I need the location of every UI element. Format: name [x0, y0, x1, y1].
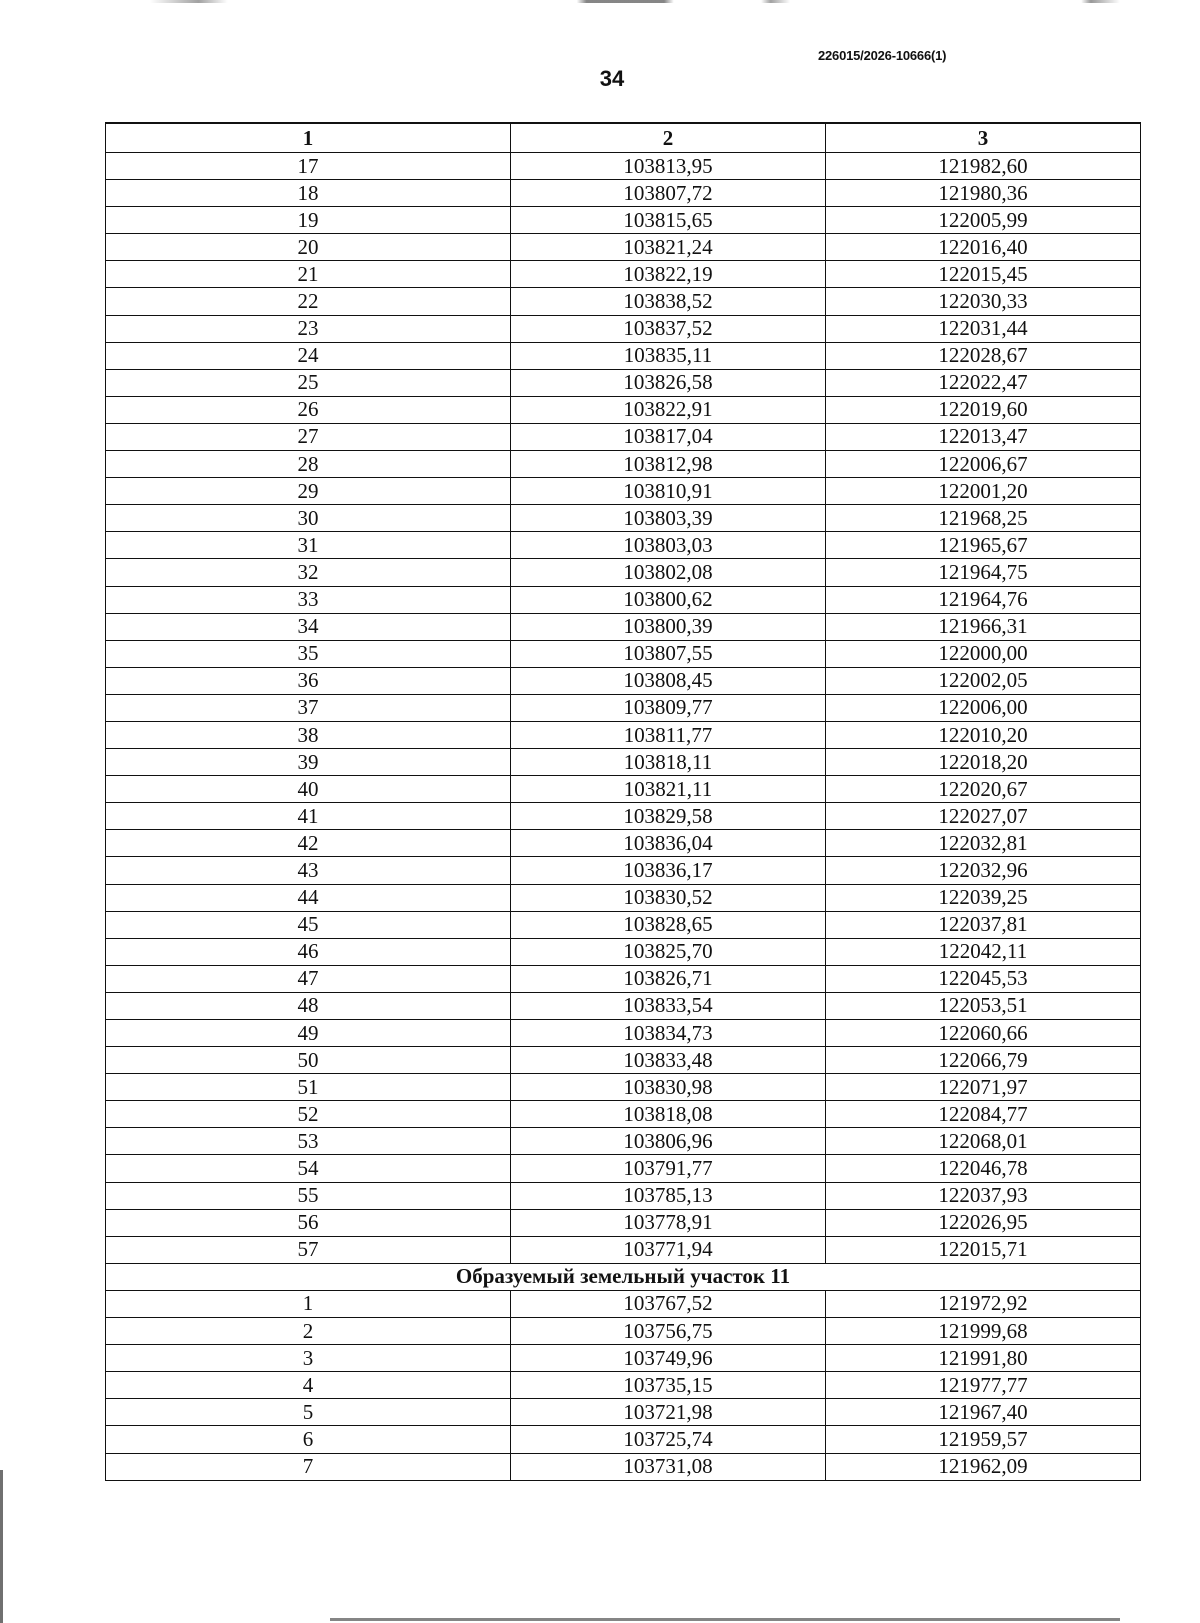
cell-coordinate-x: 103822,91 — [511, 396, 826, 423]
cell-point-number: 57 — [106, 1236, 511, 1263]
cell-coordinate-x: 103828,65 — [511, 911, 826, 938]
table-row — [106, 315, 1141, 342]
cell-point-number: 55 — [106, 1182, 511, 1209]
cell-coordinate-y: 122039,25 — [826, 884, 1141, 911]
cell-coordinate-x: 103725,74 — [511, 1426, 826, 1453]
cell-coordinate-x: 103802,08 — [511, 559, 826, 586]
table-row — [106, 938, 1141, 965]
cell-coordinate-x: 103833,54 — [511, 992, 826, 1019]
cell-point-number: 35 — [106, 640, 511, 667]
cell-coordinate-y: 122031,44 — [826, 315, 1141, 342]
table-row — [106, 1155, 1141, 1182]
page-number: 34 — [599, 66, 625, 91]
table-row — [106, 423, 1141, 450]
column-header-x: 2 — [511, 123, 826, 153]
cell-coordinate-y: 122032,96 — [826, 857, 1141, 884]
scan-artifact-bottom — [330, 1618, 1120, 1621]
cell-coordinate-x: 103767,52 — [511, 1290, 826, 1317]
cell-coordinate-y: 121968,25 — [826, 505, 1141, 532]
cell-coordinate-y: 122020,67 — [826, 776, 1141, 803]
table-row — [106, 478, 1141, 505]
cell-coordinate-x: 103821,24 — [511, 234, 826, 261]
table-row — [106, 1047, 1141, 1074]
cell-coordinate-x: 103838,52 — [511, 288, 826, 315]
cell-coordinate-x: 103821,11 — [511, 776, 826, 803]
cell-point-number: 3 — [106, 1345, 511, 1372]
cell-coordinate-y: 122030,33 — [826, 288, 1141, 315]
table-row — [106, 857, 1141, 884]
cell-coordinate-x: 103829,58 — [511, 803, 826, 830]
table-row — [106, 803, 1141, 830]
cell-coordinate-y: 122028,67 — [826, 342, 1141, 369]
cell-point-number: 41 — [106, 803, 511, 830]
cell-point-number: 50 — [106, 1047, 511, 1074]
cell-coordinate-y: 122046,78 — [826, 1155, 1141, 1182]
cell-coordinate-y: 121977,77 — [826, 1372, 1141, 1399]
table-row — [106, 1399, 1141, 1426]
cell-coordinate-x: 103834,73 — [511, 1020, 826, 1047]
cell-point-number: 51 — [106, 1074, 511, 1101]
cell-coordinate-y: 122015,71 — [826, 1236, 1141, 1263]
cell-coordinate-y: 122032,81 — [826, 830, 1141, 857]
table-row — [106, 451, 1141, 478]
cell-coordinate-y: 122045,53 — [826, 965, 1141, 992]
cell-coordinate-x: 103721,98 — [511, 1399, 826, 1426]
cell-coordinate-y: 121964,76 — [826, 586, 1141, 613]
section-title: Образуемый земельный участок 11 — [106, 1263, 1141, 1290]
table-row — [106, 1236, 1141, 1263]
cell-coordinate-y: 122053,51 — [826, 992, 1141, 1019]
table-row — [106, 613, 1141, 640]
cell-point-number: 25 — [106, 369, 511, 396]
cell-point-number: 30 — [106, 505, 511, 532]
table-row — [106, 153, 1141, 180]
cell-coordinate-x: 103818,11 — [511, 749, 826, 776]
table-row — [106, 559, 1141, 586]
table-row — [106, 234, 1141, 261]
cell-coordinate-y: 122016,40 — [826, 234, 1141, 261]
table-row — [106, 1426, 1141, 1453]
cell-point-number: 7 — [106, 1453, 511, 1480]
cell-point-number: 38 — [106, 721, 511, 748]
cell-coordinate-x: 103822,19 — [511, 261, 826, 288]
cell-coordinate-y: 122027,07 — [826, 803, 1141, 830]
cell-coordinate-y: 122022,47 — [826, 369, 1141, 396]
cell-coordinate-x: 103826,58 — [511, 369, 826, 396]
cell-coordinate-x: 103833,48 — [511, 1047, 826, 1074]
cell-coordinate-x: 103811,77 — [511, 721, 826, 748]
cell-coordinate-y: 121972,92 — [826, 1290, 1141, 1317]
table-row — [106, 261, 1141, 288]
table-row — [106, 180, 1141, 207]
cell-point-number: 46 — [106, 938, 511, 965]
cell-point-number: 39 — [106, 749, 511, 776]
cell-point-number: 4 — [106, 1372, 511, 1399]
cell-coordinate-y: 122019,60 — [826, 396, 1141, 423]
cell-point-number: 42 — [106, 830, 511, 857]
table-body-part2 — [106, 1290, 1141, 1480]
cell-coordinate-x: 103826,71 — [511, 965, 826, 992]
table-row — [106, 1318, 1141, 1345]
table-header — [106, 123, 1141, 153]
column-header-point: 1 — [106, 123, 511, 153]
column-header-y: 3 — [826, 123, 1141, 153]
section-row — [106, 1263, 1141, 1290]
cell-coordinate-y: 122001,20 — [826, 478, 1141, 505]
cell-point-number: 56 — [106, 1209, 511, 1236]
table-row — [106, 884, 1141, 911]
table-row — [106, 1101, 1141, 1128]
table-row — [106, 776, 1141, 803]
cell-point-number: 54 — [106, 1155, 511, 1182]
cell-coordinate-x: 103771,94 — [511, 1236, 826, 1263]
cell-coordinate-x: 103835,11 — [511, 342, 826, 369]
cell-coordinate-x: 103806,96 — [511, 1128, 826, 1155]
cell-coordinate-y: 122006,67 — [826, 451, 1141, 478]
cell-coordinate-x: 103830,52 — [511, 884, 826, 911]
cell-coordinate-y: 122015,45 — [826, 261, 1141, 288]
cell-point-number: 31 — [106, 532, 511, 559]
cell-coordinate-x: 103785,13 — [511, 1182, 826, 1209]
table-row — [106, 1074, 1141, 1101]
table-row — [106, 830, 1141, 857]
cell-point-number: 5 — [106, 1399, 511, 1426]
cell-point-number: 34 — [106, 613, 511, 640]
cell-coordinate-y: 121966,31 — [826, 613, 1141, 640]
cell-point-number: 1 — [106, 1290, 511, 1317]
cell-coordinate-y: 122000,00 — [826, 640, 1141, 667]
cell-coordinate-x: 103803,03 — [511, 532, 826, 559]
table-row — [106, 911, 1141, 938]
cell-coordinate-y: 121980,36 — [826, 180, 1141, 207]
cell-point-number: 40 — [106, 776, 511, 803]
cell-coordinate-x: 103749,96 — [511, 1345, 826, 1372]
cell-point-number: 24 — [106, 342, 511, 369]
table-row — [106, 694, 1141, 721]
table-row — [106, 1345, 1141, 1372]
table-row — [106, 992, 1141, 1019]
cell-coordinate-x: 103836,17 — [511, 857, 826, 884]
cell-point-number: 21 — [106, 261, 511, 288]
cell-coordinate-x: 103756,75 — [511, 1318, 826, 1345]
cell-point-number: 27 — [106, 423, 511, 450]
cell-point-number: 44 — [106, 884, 511, 911]
cell-coordinate-y: 121964,75 — [826, 559, 1141, 586]
cell-coordinate-y: 122026,95 — [826, 1209, 1141, 1236]
cell-coordinate-x: 103808,45 — [511, 667, 826, 694]
cell-coordinate-y: 121999,68 — [826, 1318, 1141, 1345]
cell-coordinate-x: 103809,77 — [511, 694, 826, 721]
cell-coordinate-x: 103836,04 — [511, 830, 826, 857]
cell-coordinate-y: 121962,09 — [826, 1453, 1141, 1480]
cell-coordinate-x: 103791,77 — [511, 1155, 826, 1182]
cell-point-number: 20 — [106, 234, 511, 261]
cell-point-number: 33 — [106, 586, 511, 613]
cell-coordinate-y: 122068,01 — [826, 1128, 1141, 1155]
table-row — [106, 1372, 1141, 1399]
cell-coordinate-y: 121982,60 — [826, 153, 1141, 180]
table-row — [106, 1290, 1141, 1317]
document-reference-number: 226015/2026-10666(1) — [818, 48, 947, 63]
table-row — [106, 396, 1141, 423]
cell-coordinate-y: 122010,20 — [826, 721, 1141, 748]
cell-point-number: 22 — [106, 288, 511, 315]
cell-point-number: 52 — [106, 1101, 511, 1128]
table-row — [106, 1209, 1141, 1236]
cell-point-number: 2 — [106, 1318, 511, 1345]
table-row — [106, 721, 1141, 748]
cell-coordinate-x: 103818,08 — [511, 1101, 826, 1128]
cell-coordinate-y: 122060,66 — [826, 1020, 1141, 1047]
cell-point-number: 53 — [106, 1128, 511, 1155]
cell-coordinate-x: 103815,65 — [511, 207, 826, 234]
cell-point-number: 17 — [106, 153, 511, 180]
cell-coordinate-x: 103830,98 — [511, 1074, 826, 1101]
table-section-header — [106, 1263, 1141, 1290]
cell-coordinate-y: 122084,77 — [826, 1101, 1141, 1128]
cell-coordinate-x: 103817,04 — [511, 423, 826, 450]
cell-coordinate-x: 103807,55 — [511, 640, 826, 667]
cell-point-number: 45 — [106, 911, 511, 938]
cell-coordinate-x: 103803,39 — [511, 505, 826, 532]
cell-coordinate-y: 122037,81 — [826, 911, 1141, 938]
table-row — [106, 586, 1141, 613]
table-row — [106, 749, 1141, 776]
table-row — [106, 207, 1141, 234]
table-row — [106, 1182, 1141, 1209]
cell-coordinate-x: 103810,91 — [511, 478, 826, 505]
table-row — [106, 1128, 1141, 1155]
cell-coordinate-y: 122006,00 — [826, 694, 1141, 721]
cell-point-number: 43 — [106, 857, 511, 884]
cell-coordinate-x: 103807,72 — [511, 180, 826, 207]
cell-coordinate-y: 121967,40 — [826, 1399, 1141, 1426]
table-row — [106, 532, 1141, 559]
cell-coordinate-y: 122066,79 — [826, 1047, 1141, 1074]
cell-coordinate-x: 103800,39 — [511, 613, 826, 640]
table-row — [106, 369, 1141, 396]
scan-artifact-top — [150, 0, 1120, 3]
cell-coordinate-y: 122071,97 — [826, 1074, 1141, 1101]
table-row — [106, 667, 1141, 694]
table-row — [106, 640, 1141, 667]
cell-coordinate-y: 121959,57 — [826, 1426, 1141, 1453]
cell-point-number: 23 — [106, 315, 511, 342]
cell-coordinate-x: 103812,98 — [511, 451, 826, 478]
cell-coordinate-y: 122002,05 — [826, 667, 1141, 694]
scan-artifact-left — [0, 1470, 3, 1623]
table-row — [106, 288, 1141, 315]
cell-coordinate-y: 122037,93 — [826, 1182, 1141, 1209]
cell-coordinate-x: 103837,52 — [511, 315, 826, 342]
cell-coordinate-y: 122013,47 — [826, 423, 1141, 450]
cell-point-number: 18 — [106, 180, 511, 207]
table-row — [106, 1020, 1141, 1047]
cell-coordinate-y: 122042,11 — [826, 938, 1141, 965]
table-body-part1 — [106, 153, 1141, 1264]
table-row — [106, 965, 1141, 992]
cell-point-number: 36 — [106, 667, 511, 694]
cell-point-number: 26 — [106, 396, 511, 423]
cell-point-number: 49 — [106, 1020, 511, 1047]
cell-point-number: 47 — [106, 965, 511, 992]
cell-point-number: 6 — [106, 1426, 511, 1453]
table-row — [106, 342, 1141, 369]
cell-point-number: 29 — [106, 478, 511, 505]
cell-coordinate-x: 103778,91 — [511, 1209, 826, 1236]
table-row — [106, 505, 1141, 532]
table-header-row — [106, 123, 1141, 153]
cell-point-number: 37 — [106, 694, 511, 721]
cell-coordinate-y: 121965,67 — [826, 532, 1141, 559]
cell-coordinate-y: 122005,99 — [826, 207, 1141, 234]
cell-coordinate-x: 103800,62 — [511, 586, 826, 613]
cell-point-number: 32 — [106, 559, 511, 586]
cell-point-number: 19 — [106, 207, 511, 234]
cell-point-number: 28 — [106, 451, 511, 478]
cell-coordinate-x: 103813,95 — [511, 153, 826, 180]
cell-point-number: 48 — [106, 992, 511, 1019]
cell-coordinate-y: 122018,20 — [826, 749, 1141, 776]
cell-coordinate-y: 121991,80 — [826, 1345, 1141, 1372]
cell-coordinate-x: 103735,15 — [511, 1372, 826, 1399]
cell-coordinate-x: 103731,08 — [511, 1453, 826, 1480]
table-row — [106, 1453, 1141, 1480]
cell-coordinate-x: 103825,70 — [511, 938, 826, 965]
coordinates-table — [105, 122, 1141, 1481]
